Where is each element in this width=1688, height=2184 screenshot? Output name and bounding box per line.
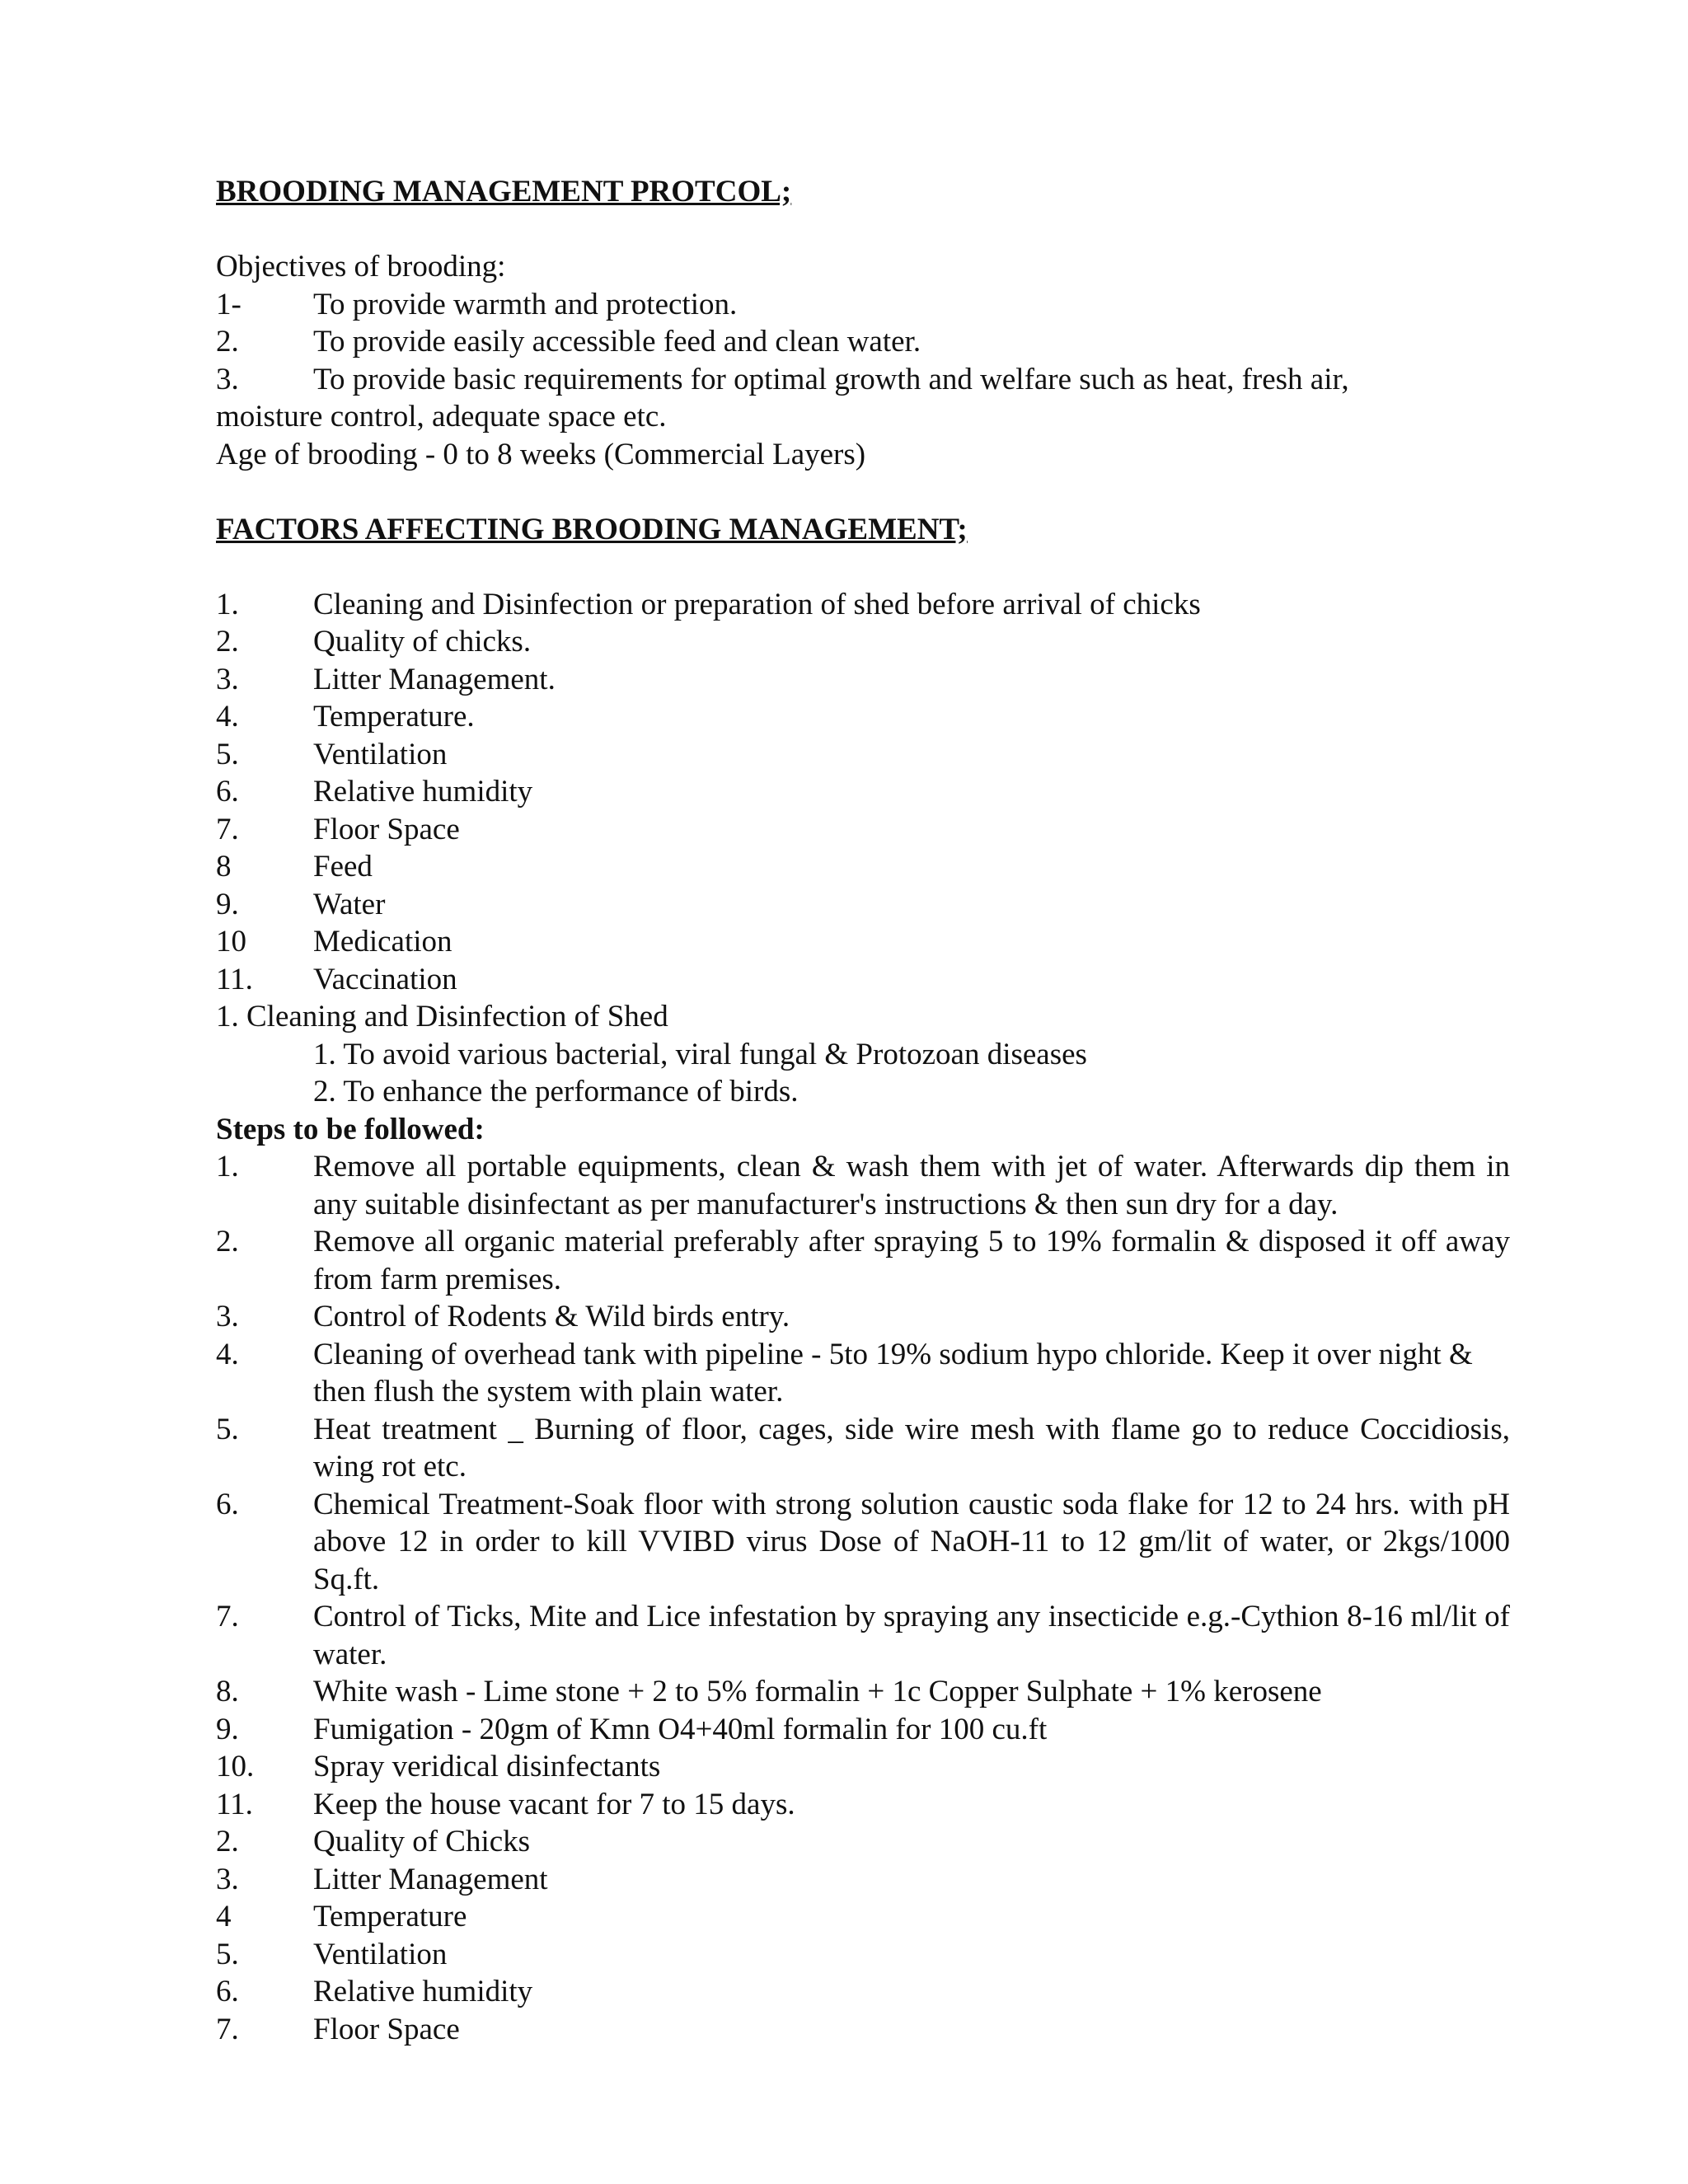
factor-number: 9. xyxy=(216,887,239,921)
page-title: BROODING MANAGEMENT PROTCOL; xyxy=(216,175,792,209)
objective-continuation: moisture control, adequate space etc. xyxy=(216,400,667,434)
step-text: Heat treatment _ Burning of floor, cages, side wire mesh with flame go to reduce Coccidiosis, wing rot etc. xyxy=(313,1412,1510,1483)
factor-number: 2. xyxy=(216,625,239,658)
brooding-age: Age of brooding - 0 to 8 weeks (Commercial Layers) xyxy=(216,437,866,471)
step-number: 3. xyxy=(216,1300,239,1333)
objective-number: 2. xyxy=(216,325,239,359)
factor-text: Vaccination xyxy=(313,962,457,996)
step-item xyxy=(216,1223,1510,1298)
remaining-factors-list xyxy=(216,1823,1510,2048)
remaining-item xyxy=(216,1898,1510,1936)
remaining-text: Ventilation xyxy=(313,1937,448,1971)
step-number: 11. xyxy=(216,1787,253,1821)
step-text: Spray veridical disinfectants xyxy=(313,1750,661,1783)
steps-list xyxy=(216,1148,1510,1823)
factor-text: Ventilation xyxy=(313,737,448,771)
factors-list xyxy=(216,586,1510,999)
step-number: 7. xyxy=(216,1600,239,1633)
steps-heading: Steps to be followed: xyxy=(216,1112,485,1146)
factor-number: 10 xyxy=(216,925,246,958)
factor-text: Cleaning and Disinfection or preparation of shed before arrival of chicks xyxy=(313,587,1201,621)
factor-item xyxy=(216,848,1510,886)
objective-number: 3. xyxy=(216,362,239,396)
factor-text: Feed xyxy=(313,850,373,883)
remaining-number: 6. xyxy=(216,1975,239,2008)
objective-text: To provide warmth and protection. xyxy=(313,287,738,321)
step-item xyxy=(216,1336,1510,1411)
step-item xyxy=(216,1411,1510,1486)
step-number: 10. xyxy=(216,1750,255,1783)
factor-item xyxy=(216,623,1510,661)
remaining-text: Quality of Chicks xyxy=(313,1825,531,1858)
objective-item xyxy=(216,361,1510,399)
objective-text: To provide basic requirements for optimal growth and welfare such as heat, fresh air, xyxy=(313,362,1349,396)
step-item xyxy=(216,1148,1510,1223)
factor-item xyxy=(216,886,1510,924)
step-number: 6. xyxy=(216,1487,239,1521)
spacer xyxy=(216,548,1510,586)
factor-item xyxy=(216,586,1510,624)
step-number: 5. xyxy=(216,1412,239,1446)
remaining-number: 2. xyxy=(216,1825,239,1858)
factor-text: Temperature. xyxy=(313,700,475,733)
step-number: 2. xyxy=(216,1225,239,1258)
step-text: Remove all portable equipments, clean & wash them with jet of water. Afterwards dip them in any suitable disinfectant as per manufacturer's instructions & then sun dry for a day. xyxy=(313,1150,1510,1221)
objectives-intro: Objectives of brooding: xyxy=(216,250,506,284)
step-item xyxy=(216,1748,1510,1786)
step-item xyxy=(216,1298,1510,1336)
factor-item xyxy=(216,661,1510,699)
factor-item xyxy=(216,736,1510,774)
step-item xyxy=(216,1598,1510,1673)
factor-item xyxy=(216,923,1510,961)
factor-number: 6. xyxy=(216,775,239,808)
cleaning-purpose: 2. To enhance the performance of birds. xyxy=(313,1075,799,1108)
step-text: Control of Rodents & Wild birds entry. xyxy=(313,1300,790,1333)
factor-item xyxy=(216,698,1510,736)
step-number: 1. xyxy=(216,1150,239,1183)
step-text: White wash - Lime stone + 2 to 5% formalin + 1c Copper Sulphate + 1% kerosene xyxy=(313,1675,1322,1708)
spacer xyxy=(216,211,1510,249)
step-text: Keep the house vacant for 7 to 15 days. xyxy=(313,1787,795,1821)
step-text: Control of Ticks, Mite and Lice infestation by spraying any insecticide e.g.-Cythion 8-16 ml/lit of water. xyxy=(313,1600,1510,1671)
factor-item xyxy=(216,961,1510,999)
remaining-item xyxy=(216,1861,1510,1899)
remaining-number: 3. xyxy=(216,1862,239,1896)
factor-text: Floor Space xyxy=(313,812,460,846)
objective-number: 1- xyxy=(216,287,241,321)
factor-number: 7. xyxy=(216,812,239,846)
factors-heading: FACTORS AFFECTING BROODING MANAGEMENT; xyxy=(216,512,968,546)
step-item xyxy=(216,1786,1510,1824)
cleaning-purpose: 1. To avoid various bacterial, viral fungal & Protozoan diseases xyxy=(313,1037,1087,1071)
remaining-item xyxy=(216,1973,1510,2011)
remaining-item xyxy=(216,1823,1510,1861)
remaining-text: Litter Management xyxy=(313,1862,548,1896)
factor-number: 3. xyxy=(216,662,239,696)
remaining-number: 7. xyxy=(216,2012,239,2046)
factor-number: 5. xyxy=(216,737,239,771)
factor-number: 1. xyxy=(216,587,239,621)
factor-text: Litter Management. xyxy=(313,662,556,696)
step-text: Fumigation - 20gm of Kmn O4+40ml formalin for 100 cu.ft xyxy=(313,1712,1048,1746)
remaining-item xyxy=(216,2011,1510,2049)
factor-number: 11. xyxy=(216,962,253,996)
step-item xyxy=(216,1711,1510,1749)
step-text: Cleaning of overhead tank with pipeline - 5to 19% sodium hypo chloride. Keep it over night & then flush the system with plain water. xyxy=(313,1337,1473,1408)
factor-item xyxy=(216,773,1510,811)
step-number: 9. xyxy=(216,1712,239,1746)
factor-text: Water xyxy=(313,887,386,921)
factor-text: Medication xyxy=(313,925,452,958)
document-content xyxy=(216,173,1510,2048)
objective-item xyxy=(216,323,1510,361)
step-number: 4. xyxy=(216,1337,239,1371)
remaining-number: 4 xyxy=(216,1900,232,1933)
remaining-text: Temperature xyxy=(313,1900,467,1933)
step-text: Chemical Treatment-Soak floor with strong solution caustic soda flake for 12 to 24 hrs. with pH above 12 in order to kill VVIBD virus Dose of NaOH-11 to 12 gm/lit of water, or 2kgs/1000 Sq.ft. xyxy=(313,1487,1510,1596)
step-item xyxy=(216,1486,1510,1599)
remaining-item xyxy=(216,1936,1510,1974)
cleaning-heading: 1. Cleaning and Disinfection of Shed xyxy=(216,1000,668,1033)
factor-item xyxy=(216,811,1510,849)
remaining-number: 5. xyxy=(216,1937,239,1971)
factor-text: Relative humidity xyxy=(313,775,533,808)
spacer xyxy=(216,473,1510,511)
objective-item xyxy=(216,286,1510,324)
factor-number: 4. xyxy=(216,700,239,733)
step-item xyxy=(216,1673,1510,1711)
factor-number: 8 xyxy=(216,850,232,883)
step-text: Remove all organic material preferably after spraying 5 to 19% formalin & disposed it off away from farm premises. xyxy=(313,1225,1510,1296)
factor-text: Quality of chicks. xyxy=(313,625,532,658)
objective-text: To provide easily accessible feed and clean water. xyxy=(313,325,921,359)
remaining-text: Relative humidity xyxy=(313,1975,533,2008)
step-number: 8. xyxy=(216,1675,239,1708)
remaining-text: Floor Space xyxy=(313,2012,460,2046)
